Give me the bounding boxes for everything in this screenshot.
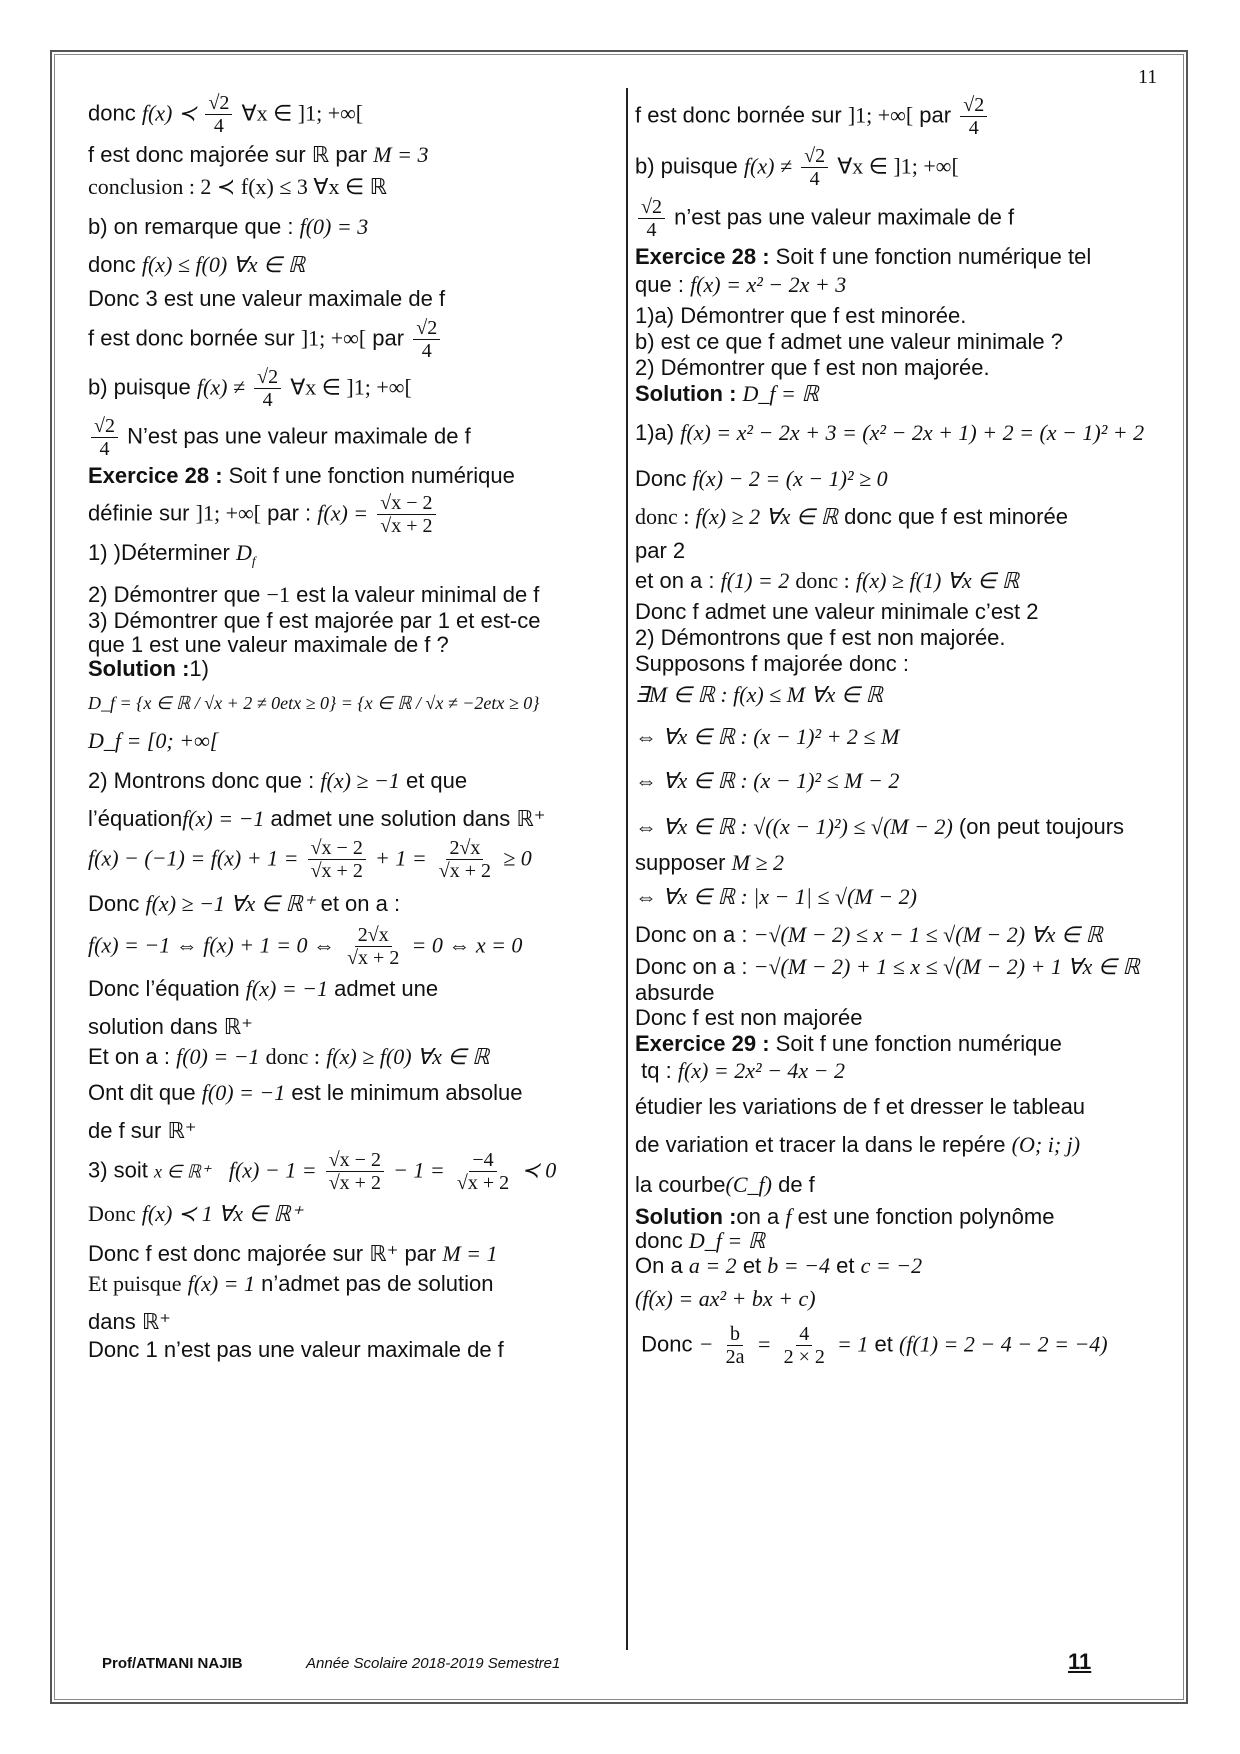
left-line-12: 1) )Déterminer $D_f$ [88,540,256,569]
left-line-23: f(x) = −1 ⇔ f(x) + 1 = 0 ⇔ $\frac{2√x}{√x + 2}$ = 0 ⇔ x = 0 [88,924,523,970]
right-line-10: 1)a) f(x) = x² − 2x + 3 = (x² − 2x + 1) + 2 = (x − 1)² + 2 [635,420,1145,445]
left-line-29: 3) soit x ∈ ℝ⁺ f(x) − 1 = $\frac{√x - 2}{√x + 2}$ − 1 = $\frac{-4}{√x + 2}$ ≺ 0 [88,1149,557,1195]
left-line-26: Et on a : f(0) = −1 donc : f(x) ≥ f(0) ∀x ∈ ℝ [88,1044,490,1070]
right-line-32: la courbe(C_f) de f [635,1172,815,1197]
right-line-14: et on a : f(1) = 2 donc : f(x) ≥ f(1) ∀x ∈ ℝ [635,568,1020,593]
right-line-28: Exercice 29 : Soit f une fonction numérique [635,1031,1062,1056]
right-line-13: par 2 [635,538,686,563]
left-line-32: Et puisque f(x) = 1 n’admet pas de solution [88,1271,494,1297]
footer-page-number: 11 [1068,1649,1092,1674]
left-line-1: donc f(x) ≺ $\frac{√2}{4}$ ∀x ∈ ]1; +∞[ [88,92,364,137]
left-line-6: Donc 3 est une valeur maximale de f [88,286,446,311]
right-line-30: étudier les variations de f et dresser le tableau [635,1094,1086,1119]
left-line-11: définie sur ]1; +∞[ par : f(x) = $\frac{√x - 2}{√x + 2}$ [88,492,618,537]
left-line-9: $\frac{√2}{4}$ N’est pas une valeur maximale de f [88,415,618,460]
left-line-33: dans ℝ⁺ [88,1309,171,1335]
left-line-21: f(x) − (−1) = f(x) + 1 = $\frac{√x - 2}{√x + 2}$ + 1 = $\frac{2√x}{√x + 2}$ ≥ 0 [88,837,532,883]
right-line-11: Donc f(x) − 2 = (x − 1)² ≥ 0 [635,466,888,491]
right-line-35: On a a = 2 et b = −4 et c = −2 [635,1253,923,1278]
right-line-18: ∃M ∈ ℝ : f(x) ≤ M ∀x ∈ ℝ [635,682,883,707]
left-line-16: Solution :1) [88,656,209,682]
right-line-6: 1)a) Démontrer que f est minorée. [635,303,967,328]
left-line-30: Donc f(x) ≺ 1 ∀x ∈ ℝ⁺ [88,1201,303,1227]
right-line-29: tq : f(x) = 2x² − 4x − 2 [641,1058,846,1083]
right-line-33: Solution :on a f est une fonction polynôme [635,1204,1055,1229]
right-line-20: ⇔ ∀x ∈ ℝ : (x − 1)² ≤ M − 2 [635,768,900,793]
left-line-22: Donc f(x) ≥ −1 ∀x ∈ ℝ⁺ et on a : [88,891,401,917]
right-line-21: ⇔ ∀x ∈ ℝ : √((x − 1)²) ≤ √(M − 2) (on peut toujours [635,814,1125,839]
left-line-24: Donc l’équation f(x) = −1 admet une [88,976,439,1002]
left-line-2: f est donc majorée sur ℝ par M = 3 [88,142,429,167]
right-line-17: Supposons f majorée donc : [635,651,909,676]
right-line-12: donc : f(x) ≥ 2 ∀x ∈ ℝ donc que f est minorée [635,504,1068,529]
left-line-27: Ont dit que f(0) = −1 est le minimum absolue [88,1080,523,1106]
right-line-8: 2) Démontrer que f est non majorée. [635,355,990,380]
right-line-7: b) est ce que f admet une valeur minimale ? [635,329,1064,354]
left-line-14: 3) Démontrer que f est majorée par 1 et est-ce [88,608,541,634]
right-line-37: Donc − $\frac{b}{2a}$ = $\frac{4}{2 \times 2}$ = 1 et (f(1) = 2 − 4 − 2 = −4) [641,1323,1108,1368]
left-line-25: solution dans ℝ⁺ [88,1014,253,1040]
left-column [88,92,618,1364]
right-line-16: 2) Démontrons que f est non majorée. [635,625,1006,650]
left-line-15: que 1 est une valeur maximale de f ? [88,632,449,658]
right-line-1: f est donc bornée sur ]1; +∞[ par $\frac{√2}{4}$ [635,94,1175,139]
right-line-23: ⇔ ∀x ∈ ℝ : |x − 1| ≤ √(M − 2) [635,884,917,909]
fraction: $\frac{√2}{4}$ [205,92,232,137]
right-column [635,94,1175,1368]
left-line-3: conclusion : 2 ≺ f(x) ≤ 3 ∀x ∈ ℝ [88,174,388,199]
footer-year: Année Scolaire 2018-2019 Semestre1 [306,1655,561,1672]
left-line-5: donc f(x) ≤ f(0) ∀x ∈ ℝ [88,252,306,277]
left-line-13: 2) Démontrer que −1 est la valeur minimal de f [88,582,540,608]
right-line-19: ⇔ ∀x ∈ ℝ : (x − 1)² + 2 ≤ M [635,724,900,749]
right-line-5: que : f(x) = x² − 2x + 3 [635,272,847,297]
right-line-2: b) puisque f(x) ≠ $\frac{√2}{4}$ ∀x ∈ ]1; +∞[ [635,145,959,190]
right-line-34: donc D_f = ℝ [635,1228,766,1253]
right-line-15: Donc f admet une valeur minimale c’est 2 [635,599,1039,624]
left-line-34: Donc 1 n’est pas une valeur maximale de f [88,1337,504,1363]
left-line-10: Exercice 28 : Soit f une fonction numérique [88,463,515,488]
left-line-18: D_f = [0; +∞[ [88,728,219,754]
right-line-4: Exercice 28 : Soit f une fonction numérique tel [635,244,1092,269]
right-line-9: Solution : D_f = ℝ [635,381,819,406]
left-line-8: b) puisque f(x) ≠ $\frac{√2}{4}$ ∀x ∈ ]1; +∞[ [88,366,412,411]
right-line-26: absurde [635,980,715,1005]
left-line-7: f est donc bornée sur ]1; +∞[ par $\frac{√2}{4}$ [88,317,618,362]
right-line-31: de variation et tracer la dans le repére (O; i; j) [635,1132,1081,1157]
left-line-31: Donc f est donc majorée sur ℝ⁺ par M = 1 [88,1241,498,1267]
left-line-17: D_f = {x ∈ ℝ / √x + 2 ≠ 0etx ≥ 0} = {x ∈ ℝ / √x ≠ −2etx ≥ 0} [88,693,540,714]
left-line-4: b) on remarque que : f(0) = 3 [88,214,369,239]
right-line-25: Donc on a : −√(M − 2) + 1 ≤ x ≤ √(M − 2) + 1 ∀x ∈ ℝ [635,954,1140,979]
right-line-3: $\frac{√2}{4}$ n’est pas une valeur maximale de f [635,196,1175,241]
left-line-19: 2) Montrons donc que : f(x) ≥ −1 et que [88,768,468,794]
footer-author: Prof/ATMANI NAJIB [102,1655,243,1672]
page-number-top: 11 [1138,66,1158,88]
right-line-22: supposer M ≥ 2 [635,850,785,875]
left-line-20: l’équationf(x) = −1 admet une solution dans ℝ⁺ [88,806,546,832]
right-line-24: Donc on a : −√(M − 2) ≤ x − 1 ≤ √(M − 2) ∀x ∈ ℝ [635,922,1103,947]
column-divider [626,88,628,1650]
right-line-27: Donc f est non majorée [635,1005,863,1030]
left-line-28: de f sur ℝ⁺ [88,1118,197,1144]
right-line-36: (f(x) = ax² + bx + c) [635,1286,816,1311]
